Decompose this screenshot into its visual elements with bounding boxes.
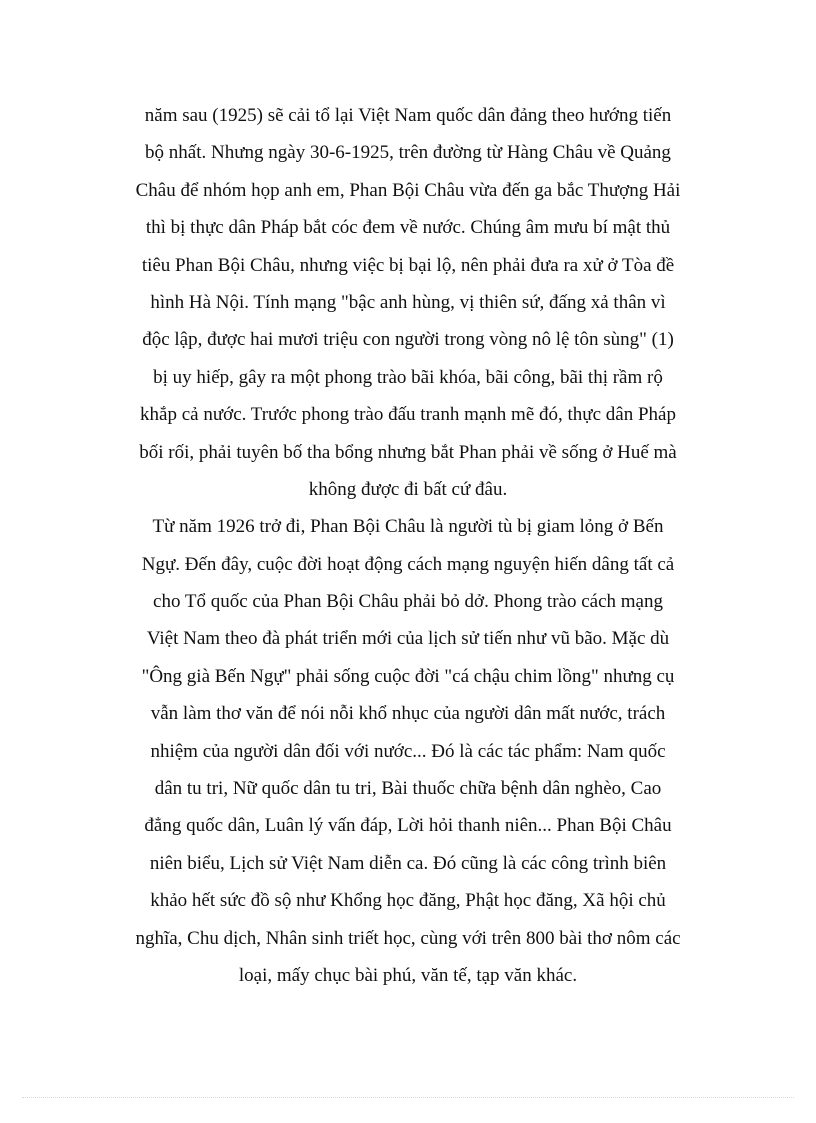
text-line: cho Tổ quốc của Phan Bội Châu phải bỏ dở. Phong trào cách mạng xyxy=(153,591,663,613)
text-line: Ngự. Đến đây, cuộc đời hoạt động cách mạng nguyện hiến dâng tất cả xyxy=(141,553,675,575)
text-line: không được đi bất cứ đâu. xyxy=(308,478,508,500)
text-line: loại, mấy chục bài phú, văn tế, tạp văn khác. xyxy=(238,964,578,986)
text-line: vẫn làm thơ văn để nói nỗi khổ nhục của người dân mất nước, trách xyxy=(150,703,666,725)
text-line: bối rối, phải tuyên bố tha bổng nhưng bắt Phan phải về sống ở Huế mà xyxy=(139,441,677,463)
text-line: nhiệm của người dân đối với nước... Đó là các tác phẩm: Nam quốc xyxy=(150,740,666,762)
text-line: "Ông già Bến Ngự" phải sống cuộc đời "cá chậu chim lồng" nhưng cụ xyxy=(141,665,675,687)
text-line: nghĩa, Chu dịch, Nhân sinh triết học, cùng với trên 800 bài thơ nôm các xyxy=(135,927,681,949)
text-line: dân tu tri, Nữ quốc dân tu tri, Bài thuốc chữa bệnh dân nghèo, Cao xyxy=(154,778,662,800)
text-line: đẳng quốc dân, Luân lý vấn đáp, Lời hỏi thanh niên... Phan Bội Châu xyxy=(144,815,672,837)
text-line: Từ năm 1926 trở đi, Phan Bội Châu là người tù bị giam lỏng ở Bến xyxy=(152,516,664,538)
text-line: Việt Nam theo đà phát triển mới của lịch sử tiến như vũ bão. Mặc dù xyxy=(146,628,670,650)
text-line: khảo hết sức đồ sộ như Khổng học đăng, Phật học đăng, Xã hội chủ xyxy=(150,890,666,912)
body-text xyxy=(118,97,698,994)
text-line: độc lập, được hai mươi triệu con người trong vòng nô lệ tôn sùng" (1) xyxy=(142,329,674,351)
text-line: bị uy hiếp, gây ra một phong trào bãi khóa, bãi công, bãi thị rầm rộ xyxy=(153,366,663,388)
text-line: tiêu Phan Bội Châu, nhưng việc bị bại lộ, nên phải đưa ra xử ở Tòa đề xyxy=(141,254,675,276)
text-line: hình Hà Nội. Tính mạng "bậc anh hùng, vị thiên sứ, đấng xả thân vì xyxy=(150,291,666,313)
text-line: năm sau (1925) sẽ cải tổ lại Việt Nam quốc dân đảng theo hướng tiến xyxy=(144,105,672,126)
page-bottom-border xyxy=(22,1097,794,1098)
text-line: khắp cả nước. Trước phong trào đấu tranh mạnh mẽ đó, thực dân Pháp xyxy=(140,404,676,426)
text-line: bộ nhất. Nhưng ngày 30-6-1925, trên đường từ Hàng Châu về Quảng xyxy=(145,142,671,164)
text-line: thì bị thực dân Pháp bắt cóc đem về nước. Chúng âm mưu bí mật thủ xyxy=(145,217,671,239)
text-line: Châu để nhóm họp anh em, Phan Bội Châu vừa đến ga bắc Thượng Hải xyxy=(135,179,681,201)
text-line: niên biểu, Lịch sử Việt Nam diễn ca. Đó cũng là các công trình biên xyxy=(149,852,667,874)
